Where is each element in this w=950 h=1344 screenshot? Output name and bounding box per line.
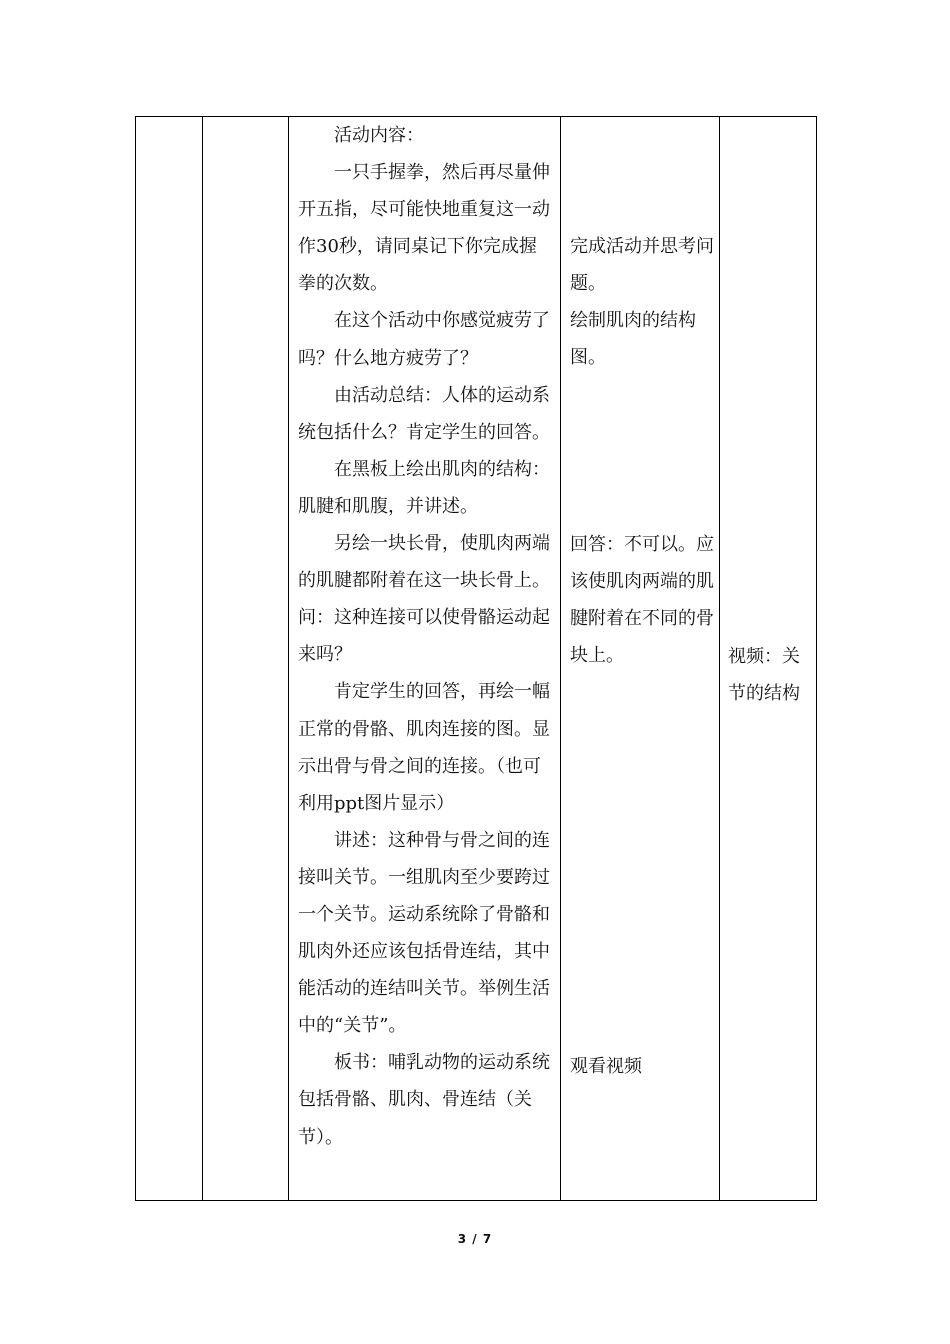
paragraph: 讲述：这种骨与骨之间的连接叫关节。一组肌肉至少要跨过一个关节。运动系统除了骨骼和肌肉外还应该包括骨连结，其中能活动的连结叫关节。举例生活中的“关节”。 — [298, 829, 550, 1037]
column-divider — [202, 117, 203, 1200]
paragraph: 一只手握拳，然后再尽量伸开五指，尽可能快地重复这一动作30秒，请同桌记下你完成握拳的次数。 — [298, 162, 550, 295]
student-activity-block: 完成活动并思考问题。 绘制肌肉的结构图。 — [570, 236, 714, 369]
paragraph: 在黑板上绘出肌肉的结构：肌腱和肌腹，并讲述。 — [298, 458, 550, 517]
student-activity-block: 回答：不可以。应该使肌肉两端的肌腱附着在不同的骨块上。 — [570, 534, 714, 667]
lesson-plan-table — [135, 116, 817, 1201]
paragraph: 活动内容： — [334, 125, 424, 146]
page-number: 3 / 7 — [457, 1232, 493, 1246]
paragraph: 另绘一块长骨，使肌肉两端的肌腱都附着在这一块长骨上。问：这种连接可以使骨骼运动起来吗？ — [298, 533, 550, 666]
teacher-activity-cell — [298, 117, 554, 1156]
column-divider — [560, 117, 561, 1200]
paragraph: 由活动总结：人体的运动系统包括什么？肯定学生的回答。 — [298, 384, 550, 443]
resource-cell: 视频：关节的结构 — [728, 646, 800, 705]
paragraph: 在这个活动中你感觉疲劳了吗？什么地方疲劳了？ — [298, 310, 550, 369]
student-activity-block: 观看视频 — [570, 1056, 642, 1077]
column-divider — [288, 117, 289, 1200]
paragraph: 肯定学生的回答，再绘一幅正常的骨骼、肌肉连接的图。显示出骨与骨之间的连接。（也可利用ppt图片显示） — [298, 681, 550, 814]
column-divider — [719, 117, 720, 1200]
paragraph: 板书：哺乳动物的运动系统包括骨骼、肌肉、骨连结（关节）。 — [298, 1052, 550, 1148]
